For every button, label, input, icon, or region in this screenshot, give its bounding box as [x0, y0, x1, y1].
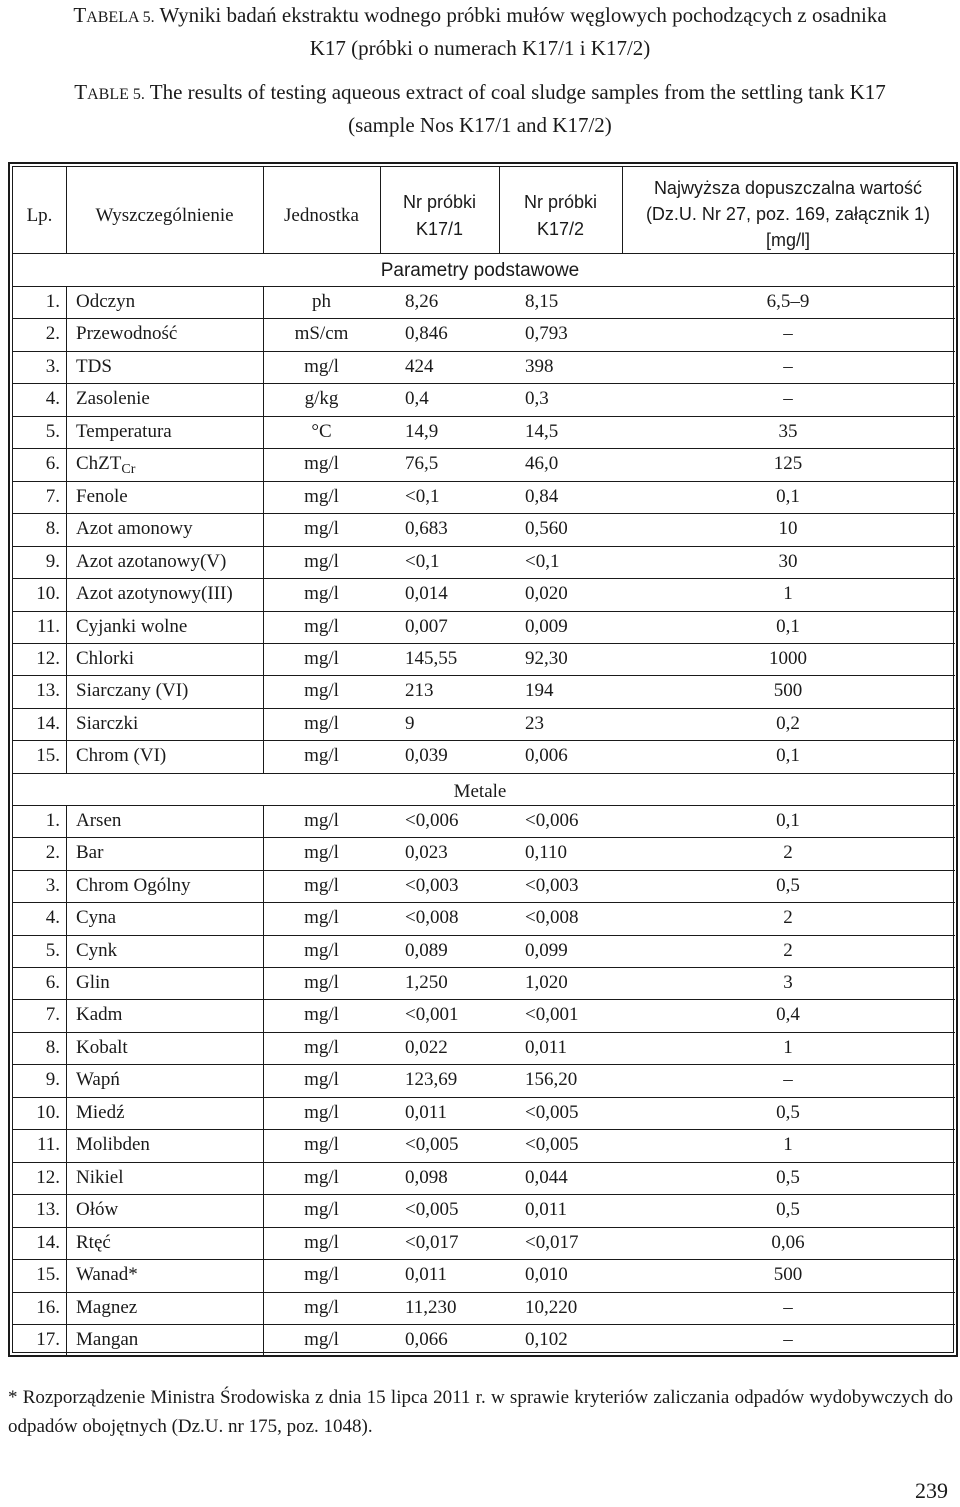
row-limit: 0,5: [776, 1101, 800, 1123]
row-divider: [13, 546, 955, 547]
row-divider: [13, 708, 955, 709]
row-lp: 11.: [36, 615, 60, 637]
row-divider: [13, 967, 955, 968]
header-k172-line2: K17/2: [536, 219, 585, 239]
row-k172: 46,0: [525, 453, 559, 475]
row-k172: 0,3: [525, 388, 549, 410]
footnote: * Rozporządzenie Ministra Środowiska z dnia 15 lipca 2011 r. w sprawie kryteriów zaliczania odpadów wydobywczych do odpadów obojętnych (Dz.U. nr 175, poz. 1048).: [8, 1387, 953, 1437]
row-lp: 14.: [36, 712, 60, 734]
row-k172: 194: [525, 680, 554, 702]
row-k171: 0,683: [405, 518, 448, 540]
row-k172: 1,020: [525, 972, 568, 993]
column-divider: [66, 805, 67, 1357]
row-unit: mg/l: [304, 1296, 339, 1318]
column-divider: [66, 286, 67, 773]
row-unit: mg/l: [304, 1328, 339, 1350]
row-name: Azot azotanowy(V): [76, 550, 227, 572]
row-k171: 145,55: [405, 647, 458, 669]
row-divider: [13, 448, 955, 449]
row-unit: mg/l: [304, 647, 339, 669]
row-limit: 1000: [769, 647, 807, 669]
row-lp: 16.: [36, 1296, 60, 1318]
row-name-subscript: Cr: [121, 462, 136, 478]
row-k171: 0,039: [405, 745, 448, 767]
row-divider: [13, 999, 955, 1000]
row-k171: <0,008: [405, 907, 459, 929]
row-limit: 2: [783, 907, 793, 929]
column-divider: [263, 286, 264, 773]
row-name: Chrom Ogólny: [76, 874, 191, 896]
table-caption-english: [0, 77, 960, 140]
row-divider: [13, 1097, 955, 1098]
row-limit: 500: [773, 1264, 803, 1286]
column-divider: [499, 167, 500, 253]
row-unit: mg/l: [304, 1199, 339, 1221]
row-lp: 10.: [36, 583, 60, 605]
row-k171: 0,089: [405, 939, 448, 961]
caption-label: ABLE 5.: [87, 86, 145, 103]
row-name: Wapń: [76, 1069, 120, 1091]
row-divider: [13, 578, 955, 579]
row-limit: 0,2: [776, 712, 800, 734]
row-name: Fenole: [76, 485, 128, 507]
row-limit: 10: [778, 518, 798, 540]
row-k172: <0,1: [525, 550, 560, 572]
row-divider: [13, 837, 955, 838]
row-k172: 0,020: [525, 583, 568, 605]
row-unit: mg/l: [304, 518, 339, 540]
row-limit: –: [783, 355, 793, 377]
row-unit: mg/l: [304, 680, 339, 702]
row-lp: 9.: [45, 550, 60, 572]
caption-label: ABELA 5.: [86, 9, 155, 26]
row-name: Chlorki: [76, 647, 135, 669]
row-lp: 12.: [36, 647, 60, 669]
column-divider: [66, 167, 67, 253]
row-k172: 0,110: [525, 842, 568, 864]
row-k172: <0,005: [525, 1134, 579, 1156]
row-lp: 5.: [45, 420, 60, 442]
row-k172: 8,15: [525, 291, 559, 312]
row-name: ChZT$_{Cr}$: [76, 453, 136, 478]
row-name: Ołów: [76, 1199, 119, 1221]
row-unit: mg/l: [304, 485, 339, 507]
row-divider: [13, 1129, 955, 1130]
column-divider: [263, 167, 264, 253]
row-divider: [13, 416, 955, 417]
row-k172: 0,102: [525, 1328, 568, 1350]
table-grid: [12, 166, 954, 1353]
row-name: Bar: [76, 842, 104, 864]
row-lp: 15.: [36, 1264, 60, 1286]
row-unit: mg/l: [304, 1134, 339, 1156]
row-lp: 2.: [45, 842, 60, 864]
row-divider: [13, 1064, 955, 1065]
row-name: Arsen: [76, 809, 122, 831]
row-unit: mg/l: [304, 874, 339, 896]
row-unit: mg/l: [304, 1166, 339, 1188]
row-limit: 1: [783, 1036, 793, 1058]
row-k171: 0,022: [405, 1036, 448, 1058]
row-divider: [13, 675, 955, 676]
row-lp: 8.: [45, 518, 60, 540]
row-unit: mg/l: [304, 1036, 339, 1058]
row-k171: <0,017: [405, 1231, 459, 1253]
row-lp: 7.: [45, 1004, 60, 1026]
row-limit: 1: [783, 1134, 793, 1156]
row-divider: [13, 643, 955, 644]
row-divider: [13, 351, 955, 352]
row-name: Mangan: [76, 1328, 139, 1350]
header-item: Wyszczególnienie: [95, 205, 234, 226]
row-lp: 3.: [45, 874, 60, 896]
column-divider: [622, 167, 623, 253]
row-k172: 0,011: [525, 1036, 568, 1058]
row-k172: 0,099: [525, 939, 568, 961]
caption-label-initial: T: [73, 3, 87, 27]
row-k172: 0,006: [525, 745, 568, 767]
row-k171: 0,011: [405, 1101, 448, 1123]
row-lp: 12.: [36, 1166, 60, 1188]
header-limit-line2: (Dz.U. Nr 27, poz. 169, załącznik 1): [645, 204, 931, 224]
row-name: Zasolenie: [76, 388, 150, 410]
row-k171: <0,1: [405, 485, 440, 507]
header-lp: Lp.: [26, 205, 53, 226]
row-divider: [13, 805, 955, 806]
row-k171: <0,1: [405, 550, 440, 572]
row-lp: 13.: [36, 1199, 60, 1221]
row-unit: mg/l: [304, 907, 339, 929]
row-k171: 424: [405, 355, 434, 377]
caption-line-2: (sample Nos K17/1 and K17/2): [348, 113, 612, 137]
row-name: Siarczki: [76, 712, 139, 734]
header-k171-line1: Nr próbki: [402, 192, 477, 212]
caption-line-1: The results of testing aqueous extract of coal sludge samples from the settling tank K17: [144, 80, 886, 104]
row-k172: <0,006: [525, 809, 579, 831]
row-divider: [13, 481, 955, 482]
row-name: Azot amonowy: [76, 518, 193, 540]
row-unit: mg/l: [304, 939, 339, 961]
row-unit: mg/l: [304, 842, 339, 864]
row-k172: <0,003: [525, 874, 579, 896]
row-unit: mg/l: [304, 550, 339, 572]
row-unit: mg/l: [304, 1231, 339, 1253]
row-lp: 4.: [45, 907, 60, 929]
row-lp: 5.: [45, 939, 60, 961]
row-lp: 1.: [45, 291, 60, 312]
row-k172: 398: [525, 355, 554, 377]
row-divider: [13, 740, 955, 741]
row-name: Cyjanki wolne: [76, 615, 188, 637]
row-k172: 0,011: [525, 1199, 568, 1221]
row-name: Kobalt: [76, 1036, 128, 1058]
caption-label-initial: T: [74, 80, 88, 104]
row-unit: mg/l: [304, 1264, 339, 1286]
row-k172: 92,30: [525, 647, 568, 669]
row-k171: 0,066: [405, 1328, 448, 1350]
row-unit: mg/l: [304, 615, 339, 637]
row-unit: mg/l: [304, 809, 339, 831]
row-limit: 2: [783, 939, 793, 961]
header-k172-line1: Nr próbki: [523, 192, 598, 212]
row-limit: 0,1: [776, 615, 800, 637]
row-lp: 11.: [36, 1134, 60, 1156]
row-lp: 2.: [45, 323, 60, 345]
row-limit: 0,5: [776, 1199, 800, 1221]
row-limit: 0,1: [776, 485, 800, 507]
row-unit: mg/l: [304, 355, 339, 377]
row-divider: [13, 611, 955, 612]
row-lp: 1.: [45, 809, 60, 831]
row-limit: –: [783, 1328, 793, 1350]
row-k171: 0,4: [405, 388, 429, 410]
row-limit: –: [783, 388, 793, 410]
row-k171: 0,007: [405, 615, 448, 637]
row-divider: [13, 902, 955, 903]
header-k171-line2: K17/1: [415, 219, 464, 239]
row-unit: °C: [311, 420, 332, 442]
row-k172: <0,001: [525, 1004, 579, 1026]
header-unit: Jednostka: [284, 205, 359, 226]
row-lp: 10.: [36, 1101, 60, 1123]
row-limit: 0,5: [776, 874, 800, 896]
row-name: TDS: [76, 355, 112, 377]
row-k171: <0,006: [405, 809, 459, 831]
row-k172: 0,009: [525, 615, 568, 637]
table-caption-polish: [0, 0, 960, 63]
column-divider: [380, 167, 381, 253]
row-k171: 0,023: [405, 842, 448, 864]
row-limit: 125: [773, 453, 803, 475]
row-limit: 0,5: [776, 1166, 800, 1188]
row-name: Kadm: [76, 1004, 123, 1026]
column-divider: [263, 805, 264, 1357]
results-table: [8, 162, 958, 1357]
row-limit: –: [783, 1296, 793, 1318]
row-name: Miedź: [76, 1101, 125, 1123]
row-k172: 10,220: [525, 1296, 578, 1318]
row-lp: 6.: [45, 453, 60, 475]
caption-line-2: K17 (próbki o numerach K17/1 i K17/2): [309, 36, 651, 60]
row-k172: <0,017: [525, 1231, 579, 1253]
row-unit: g/kg: [304, 388, 339, 410]
row-limit: 1: [783, 583, 793, 605]
row-name: Azot azotynowy(III): [76, 583, 233, 605]
row-name: Nikiel: [76, 1166, 124, 1188]
row-lp: 4.: [45, 388, 60, 410]
row-name: Przewodność: [76, 323, 178, 345]
row-limit: 0,1: [776, 809, 800, 831]
row-k171: 11,230: [405, 1296, 457, 1318]
row-divider: [13, 1292, 955, 1293]
row-lp: 7.: [45, 485, 60, 507]
row-k172: <0,005: [525, 1101, 579, 1123]
row-name: Wanad*: [76, 1264, 138, 1286]
row-k172: 23: [525, 712, 544, 734]
row-k171: 76,5: [405, 453, 439, 475]
row-name: Cynk: [76, 939, 118, 961]
row-lp: 8.: [45, 1036, 60, 1058]
row-limit: 35: [778, 420, 798, 442]
row-k171: 0,098: [405, 1166, 448, 1188]
row-divider: [13, 935, 955, 936]
row-k172: 0,84: [525, 485, 559, 507]
row-limit: 0,06: [771, 1231, 805, 1253]
row-k172: 14,5: [525, 420, 559, 442]
row-limit: 3: [783, 972, 793, 993]
row-k171: 123,69: [405, 1069, 458, 1091]
page-number: 239: [915, 1478, 948, 1503]
header-limit-line3: [mg/l]: [765, 230, 810, 250]
row-k172: 0,793: [525, 323, 568, 345]
row-name: Temperatura: [76, 420, 172, 442]
row-limit: 30: [778, 550, 798, 572]
row-name: Siarczany (VI): [76, 680, 189, 702]
row-limit: –: [783, 1069, 793, 1091]
row-lp: 9.: [45, 1069, 60, 1091]
row-limit: 500: [773, 680, 803, 702]
row-k171: <0,005: [405, 1134, 459, 1156]
row-k171: <0,001: [405, 1004, 459, 1026]
row-k172: 156,20: [525, 1069, 578, 1091]
row-lp: 17.: [36, 1328, 60, 1350]
row-unit: mg/l: [304, 583, 339, 605]
row-lp: 15.: [36, 745, 60, 767]
row-name: Magnez: [76, 1296, 138, 1318]
header-limit-line1: Najwyższa dopuszczalna wartość: [653, 178, 923, 198]
row-unit: mg/l: [304, 1101, 339, 1123]
row-divider: [13, 773, 955, 774]
row-divider: [13, 1324, 955, 1325]
row-name: Molibden: [76, 1134, 150, 1156]
section-basic-parameters: Parametry podstawowe: [380, 260, 580, 281]
row-divider: [13, 513, 955, 514]
row-k171: 0,014: [405, 583, 448, 605]
row-k171: 0,011: [405, 1264, 448, 1286]
row-k171: 213: [405, 680, 434, 702]
row-unit: mg/l: [304, 745, 339, 767]
row-k171: <0,005: [405, 1199, 459, 1221]
row-divider: [13, 870, 955, 871]
row-unit: mg/l: [304, 1004, 339, 1026]
row-divider: [13, 1162, 955, 1163]
row-name: Glin: [76, 972, 110, 993]
row-unit: mS/cm: [294, 323, 349, 345]
row-limit: 0,1: [776, 745, 800, 767]
row-unit: mg/l: [304, 453, 339, 475]
row-divider: [13, 253, 955, 254]
section-metals: Metale: [453, 781, 507, 802]
row-lp: 6.: [45, 972, 60, 993]
row-divider: [13, 383, 955, 384]
row-unit: mg/l: [304, 712, 339, 734]
row-k171: 1,250: [405, 972, 448, 993]
row-divider: [13, 1259, 955, 1260]
row-k172: 0,560: [525, 518, 568, 540]
row-limit: –: [783, 323, 793, 345]
row-k171: <0,003: [405, 874, 459, 896]
caption-line-1: Wyniki badań ekstraktu wodnego próbki mułów węglowych pochodzących z osadnika: [154, 3, 887, 27]
row-k172: 0,010: [525, 1264, 568, 1286]
row-lp: 14.: [36, 1231, 60, 1253]
row-divider: [13, 1194, 955, 1195]
row-k171: 14,9: [405, 420, 439, 442]
row-k172: 0,044: [525, 1166, 568, 1188]
row-unit: mg/l: [304, 972, 339, 993]
row-unit: mg/l: [304, 1069, 339, 1091]
row-limit: 0,4: [776, 1004, 800, 1026]
row-limit: 2: [783, 842, 793, 864]
row-lp: 3.: [45, 355, 60, 377]
row-limit: 6,5–9: [766, 291, 810, 312]
row-name: Cyna: [76, 907, 117, 929]
row-unit: ph: [312, 291, 331, 312]
row-name: Odczyn: [76, 291, 136, 312]
row-divider: [13, 1227, 955, 1228]
row-k171: 8,26: [405, 291, 439, 312]
row-k171: 0,846: [405, 323, 448, 345]
row-name: Rtęć: [76, 1231, 111, 1253]
row-lp: 13.: [36, 680, 60, 702]
row-divider: [13, 286, 955, 287]
row-name: Chrom (VI): [76, 745, 167, 767]
row-k172: <0,008: [525, 907, 579, 929]
row-k171: 9: [405, 712, 415, 734]
row-divider: [13, 318, 955, 319]
row-divider: [13, 1032, 955, 1033]
